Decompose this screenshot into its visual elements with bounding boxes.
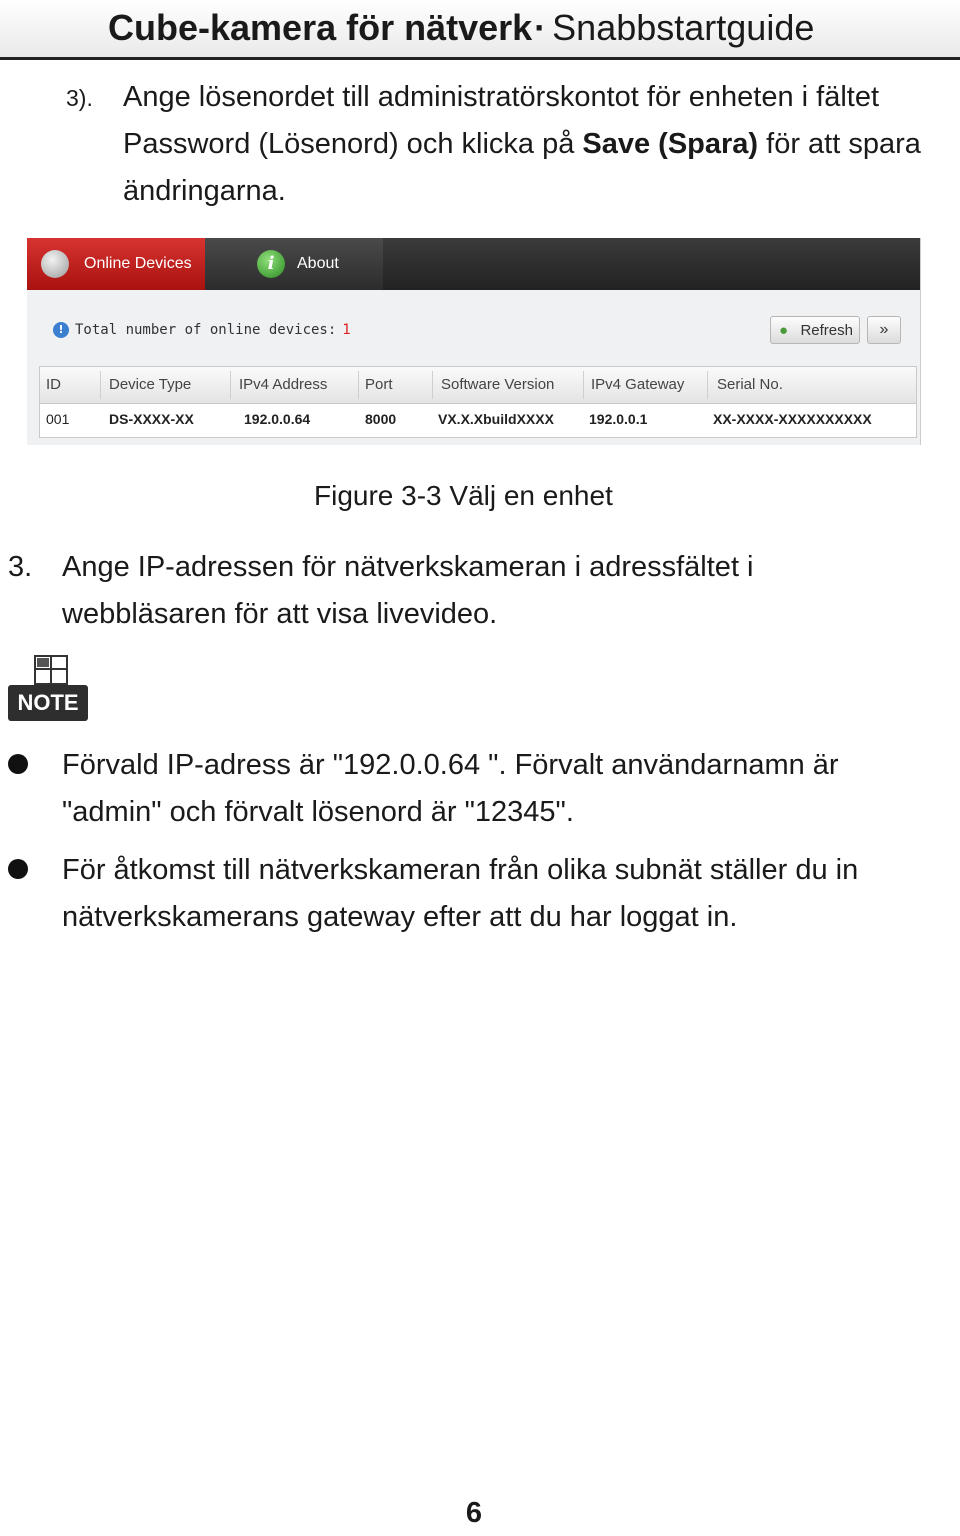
tab-about <box>205 238 383 290</box>
device-table <box>39 366 917 438</box>
cell-software-version: VX.X.XbuildXXXX <box>438 411 554 427</box>
column-divider <box>358 371 359 399</box>
note-label: NOTE <box>8 685 88 721</box>
cell-ipv4-address: 192.0.0.64 <box>244 411 311 427</box>
column-divider <box>707 371 708 399</box>
expand-button: » <box>867 316 901 344</box>
step-paren-line1: Ange lösenordet till administratörskontot för enheten i fältet <box>123 81 880 113</box>
header-title-normal: Snabbstartguide <box>552 7 815 48</box>
tab-online-devices <box>27 238 205 290</box>
bullet-dot <box>8 859 28 879</box>
screenshot-tab-bar <box>27 238 920 290</box>
cell-port: 8000 <box>365 411 397 427</box>
page-header <box>0 0 960 58</box>
header-title-bold: Cube-kamera för nätverk <box>108 7 533 48</box>
refresh-icon: ● <box>779 322 789 339</box>
column-header-ipv4-address: IPv4 Address <box>239 376 328 393</box>
column-header-device-type: Device Type <box>109 376 192 393</box>
step-paren-line3: ändringarna. <box>123 175 286 207</box>
column-divider <box>432 371 433 399</box>
cell-ipv4-gateway: 192.0.0.1 <box>589 411 648 427</box>
refresh-button <box>770 316 860 344</box>
step-3-line2: webbläsaren för att visa livevideo. <box>62 598 498 630</box>
step-paren-line2 <box>123 121 921 168</box>
column-divider <box>583 371 584 399</box>
note-notepad-icon <box>34 655 68 685</box>
bullet-2-line2: nätverkskamerans gateway efter att du har loggat in. <box>62 901 738 933</box>
bullet-2-line1: För åtkomst till nätverkskameran från olika subnät ställer du in <box>62 854 859 886</box>
online-count-label: Total number of online devices: <box>75 322 337 338</box>
column-header-ipv4-gateway: IPv4 Gateway <box>591 376 685 393</box>
device-list-screenshot <box>27 238 921 445</box>
step-paren-line2-pre: Password (Lösenord) och klicka på <box>123 128 583 160</box>
column-divider <box>230 371 231 399</box>
online-devices-icon <box>41 250 69 278</box>
header-separator: · <box>534 7 547 48</box>
column-divider <box>100 371 101 399</box>
online-count-value: 1 <box>342 322 351 338</box>
online-device-count <box>53 322 351 338</box>
bullet-1-line2: "admin" och förvalt lösenord är "12345". <box>62 796 574 828</box>
cell-id: 001 <box>46 411 70 427</box>
page-number: 6 <box>465 1497 483 1529</box>
cell-device-type: DS-XXXX-XX <box>109 411 194 427</box>
column-header-software-version: Software Version <box>441 376 555 393</box>
cell-serial-no: XX-XXXX-XXXXXXXXXX <box>713 411 872 427</box>
figure-caption: Figure 3-3 Välj en enhet <box>314 480 613 511</box>
step-paren-number: 3). <box>66 85 93 111</box>
tab-about-label: About <box>297 255 339 272</box>
bullet-1-line1: Förvald IP-adress är "192.0.0.64 ". Förvalt användarnamn är <box>62 749 839 781</box>
tab-online-devices-label: Online Devices <box>84 255 192 272</box>
info-icon: ! <box>53 322 69 338</box>
column-header-serial-no: Serial No. <box>717 376 783 393</box>
header-rule <box>0 57 960 60</box>
save-spara-term: Save (Spara) <box>582 128 759 160</box>
column-header-port: Port <box>365 376 393 393</box>
refresh-button-label: Refresh <box>800 322 853 339</box>
device-table-header <box>40 367 916 404</box>
header-title <box>108 6 814 50</box>
bullet-dot <box>8 754 28 774</box>
step-3-number: 3. <box>8 551 33 583</box>
column-header-id: ID <box>46 376 61 393</box>
step-paren-line2-post: för att spara <box>758 128 921 160</box>
note-icon <box>8 655 88 721</box>
step-3-line1: Ange IP-adressen för nätverkskameran i adressfältet i <box>62 551 754 583</box>
about-info-icon: i <box>257 250 285 278</box>
